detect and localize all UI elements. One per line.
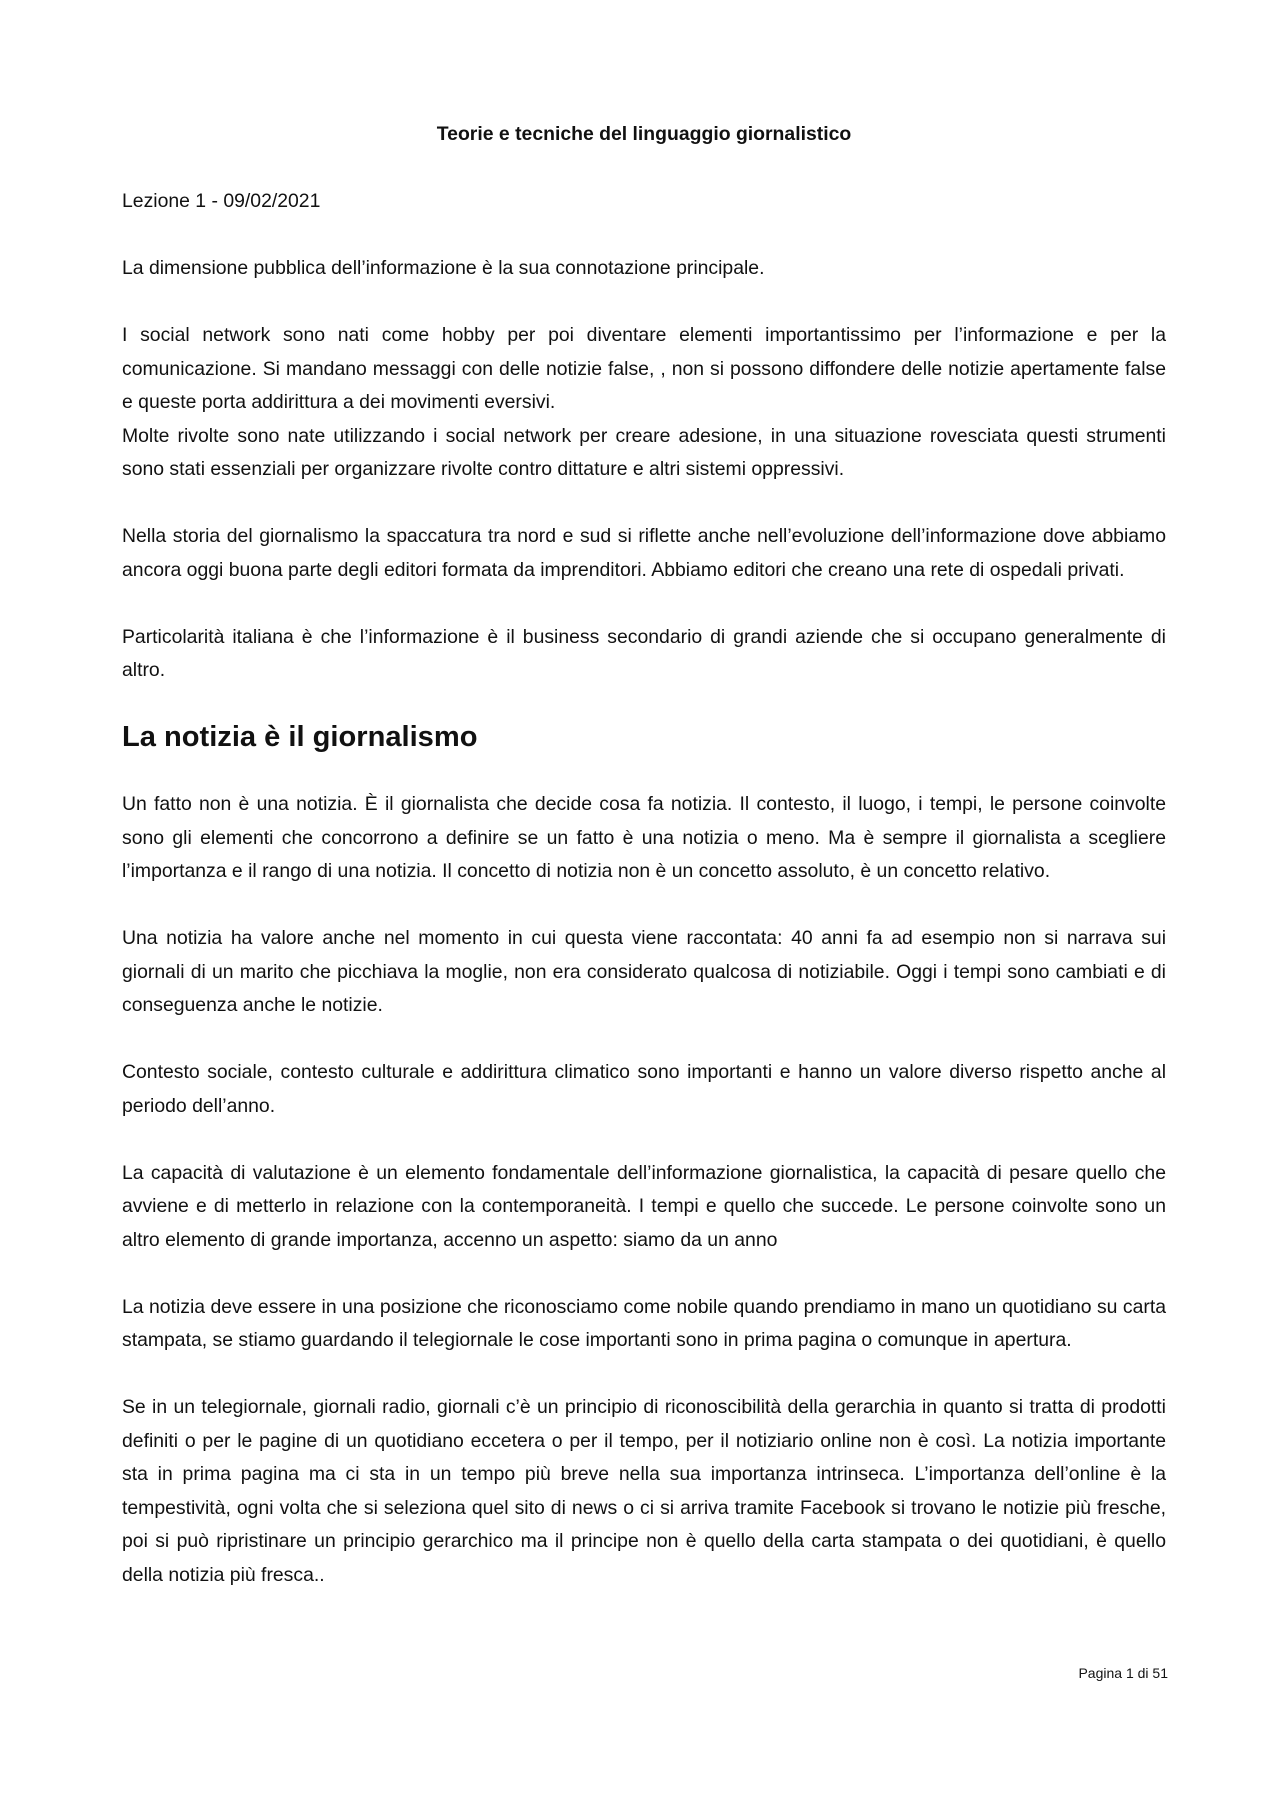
paragraph-posizione-notizia: La notizia deve essere in una posizione che riconosciamo come nobile quando prendiamo in mano un quotidiano su carta stampata, se stiamo guardando il telegiornale le cose importanti sono in prima pagina o comunque in apertura. bbox=[122, 1295, 1166, 1351]
paragraph-rivolte: Molte rivolte sono nate utilizzando i social network per creare adesione, in una situazione rovesciata questi strumenti sono stati essenziali per organizzare rivolte contro dittature e altri sistemi oppressivi. bbox=[122, 424, 1166, 480]
paragraph-storia-giornalismo: Nella storia del giornalismo la spaccatura tra nord e sud si riflette anche nell’evoluzione dell’informazione dove abbiamo ancora oggi buona parte degli editori formata da imprenditori. Abbiamo editori che creano una rete di ospedali privati. bbox=[122, 525, 1166, 581]
document-title: Teorie e tecniche del linguaggio giornalistico bbox=[436, 123, 852, 145]
section-heading: La notizia è il giornalismo bbox=[122, 721, 478, 753]
paragraph-online: Se in un telegiornale, giornali radio, giornali c’è un principio di riconoscibilità della gerarchia in quanto si tratta di prodotti definiti o per le pagine di un quotidiano eccetera o per il tempo, per il notiziario online non è così. La notizia importante sta in prima pagina ma ci sta in un tempo più breve nella sua importanza intrinseca. L’importanza dell’online è la tempestività, ogni volta che si seleziona quel sito di news o ci si arriva tramite Facebook si trovano le notizie più fresche, poi si può ripristinare un principio gerarchico ma il principe non è quello della carta stampata o dei quotidiani, è quello della notizia più fresca.. bbox=[122, 1396, 1166, 1586]
page-number: Pagina 1 di 51 bbox=[1078, 1665, 1168, 1681]
intro-paragraph: La dimensione pubblica dell’informazione è la sua connotazione principale. bbox=[122, 257, 765, 279]
paragraph-particolarita-italiana: Particolarità italiana è che l’informazione è il business secondario di grandi aziende che si occupano generalmente di altro. bbox=[122, 625, 1166, 681]
lesson-date: Lezione 1 - 09/02/2021 bbox=[122, 190, 321, 212]
document-body bbox=[122, 118, 1166, 1592]
paragraph-social-network: I social network sono nati come hobby per poi diventare elementi importantissimo per l’informazione e per la comunicazione. Si mandano messaggi con delle notizie false, , non si possono diffondere delle notizie apertamente false e queste porta addirittura a dei movimenti eversivi. bbox=[122, 324, 1166, 413]
paragraph-valutazione: La capacità di valutazione è un elemento fondamentale dell’informazione giornalistica, la capacità di pesare quello che avviene e di metterlo in relazione con la contemporaneità. I tempi e quello che succede. Le persone coinvolte sono un altro elemento di grande importanza, accenno un aspetto: siamo da un anno bbox=[122, 1161, 1166, 1251]
paragraph-contesto: Contesto sociale, contesto culturale e addirittura climatico sono importanti e hanno un valore diverso rispetto anche al periodo dell’anno. bbox=[122, 1061, 1166, 1117]
paragraph-fatto-notizia: Un fatto non è una notizia. È il giornalista che decide cosa fa notizia. Il contesto, il luogo, i tempi, le persone coinvolte sono gli elementi che concorrono a definire se un fatto è una notizia o meno. Ma è sempre il giornalista a scegliere l’importanza e il rango di una notizia. Il concetto di notizia non è un concetto assoluto, è un concetto relativo. bbox=[122, 793, 1166, 882]
paragraph-valore-notizia: Una notizia ha valore anche nel momento in cui questa viene raccontata: 40 anni fa ad esempio non si narrava sui giornali di un marito che picchiava la moglie, non era considerato qualcosa di notiziabile. Oggi i tempi sono cambiati e di conseguenza anche le notizie. bbox=[122, 927, 1166, 1016]
